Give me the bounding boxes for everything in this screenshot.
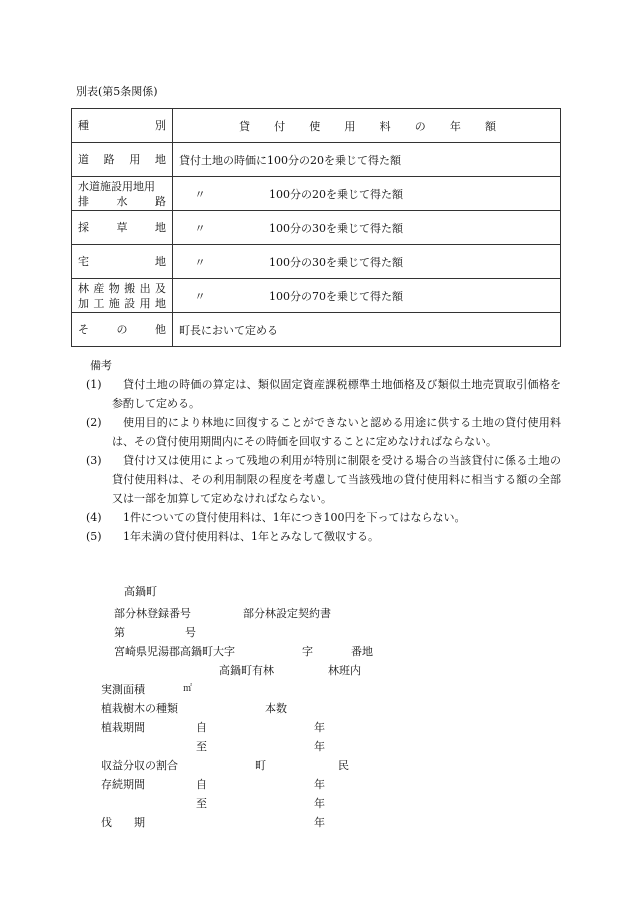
category-char: 地 xyxy=(154,296,166,310)
note-text: 使用目的により林地に回復することができないと認める用途に供する土地の貸付使用料は、その貸付使用期間内にその時価を回収することに定めなければならない。 xyxy=(112,416,561,448)
note-number: (3) xyxy=(86,454,102,467)
header-char: 貸 xyxy=(239,119,250,133)
category-char: 搬 xyxy=(124,281,136,295)
note-item xyxy=(86,527,561,546)
header-char: 料 xyxy=(379,119,391,133)
header-char: 額 xyxy=(484,119,496,133)
category-char: 宅 xyxy=(78,255,89,268)
header-char: 付 xyxy=(274,119,286,133)
form-town: 高鍋町 xyxy=(124,585,157,598)
form-planting-to: 至 xyxy=(196,740,207,753)
form-harvest-label: 伐 期 xyxy=(101,816,145,829)
note-number: (1) xyxy=(86,378,102,391)
fee-cell xyxy=(173,245,561,279)
form-planting-label: 植栽期間 xyxy=(101,721,145,734)
fee-cell xyxy=(173,211,561,245)
header-char: 種 xyxy=(78,119,89,132)
notes-section xyxy=(86,357,561,546)
category-char: 及 xyxy=(154,281,166,295)
category-char: 用 xyxy=(129,153,141,166)
fee-text: 100分の70を乗じて得た額 xyxy=(269,289,403,303)
category-char: 用 xyxy=(139,296,151,310)
note-text: 貸付け又は使用によって残地の利用が特別に制限を受ける場合の当該貸付に係る土地の貸付使用料は、その利用制限の程度を考慮して当該残地の貸付使用料に相当する額の全部又は一部を加算して定めなければならない。 xyxy=(112,454,561,505)
category-char: 路 xyxy=(155,194,166,208)
note-text: 貸付土地の時価の算定は、類似固定資産課税標準土地価格及び類似土地売買取引価格を参酌して定める。 xyxy=(112,378,561,410)
fee-text: 町長において定める xyxy=(179,323,278,337)
category-line xyxy=(78,296,166,311)
form-forest: 高鍋町有林 xyxy=(219,664,274,677)
category-char: の xyxy=(116,323,128,336)
category-char: 地 xyxy=(155,221,166,234)
note-text: 1件についての貸付使用料は、1年につき100円を下ってはならない。 xyxy=(123,511,466,524)
header-char: 年 xyxy=(449,119,461,133)
category-char: 採 xyxy=(78,221,89,234)
table-caption: 別表(第5条関係) xyxy=(76,85,158,98)
note-number: (5) xyxy=(86,530,102,543)
category-char: 排 xyxy=(78,194,89,208)
category-char: 工 xyxy=(93,296,105,310)
form-planting-to-year: 年 xyxy=(314,740,325,753)
category-cell xyxy=(72,211,173,245)
category-char: 水道施設用地用 xyxy=(78,179,155,193)
form-dai: 第 xyxy=(114,626,125,639)
fee-cell xyxy=(173,313,561,347)
fee-text: 貸付土地の時価に100分の20を乗じて得た額 xyxy=(179,153,401,167)
form-planting-from: 自 xyxy=(196,721,207,734)
form-gou: 号 xyxy=(185,626,196,639)
note-item xyxy=(86,413,561,451)
category-line xyxy=(78,152,166,167)
form-share-label: 収益分収の割合 xyxy=(101,759,178,772)
note-number: (2) xyxy=(86,416,102,429)
form-duration-from-year: 年 xyxy=(314,778,325,791)
fee-text: 100分の30を乗じて得た額 xyxy=(269,255,403,269)
category-char: 路 xyxy=(103,153,115,166)
form-share-town: 町 xyxy=(255,759,266,772)
form-reg-label: 部分林登録番号 xyxy=(114,607,191,620)
table-row xyxy=(72,177,561,211)
form-duration-to: 至 xyxy=(196,797,207,810)
fee-text: 100分の30を乗じて得た額 xyxy=(269,221,403,235)
category-char: 設 xyxy=(124,296,136,310)
table-row xyxy=(72,211,561,245)
note-item xyxy=(86,508,561,527)
table-row xyxy=(72,245,561,279)
note-item xyxy=(86,375,561,413)
form-species-label: 植栽樹木の種類 xyxy=(101,702,178,715)
form-address: 宮崎県児湯郡高鍋町大字 xyxy=(114,645,235,658)
category-char: 地 xyxy=(154,153,166,166)
form-area-label: 実測面積 xyxy=(101,683,145,696)
fee-text: 100分の20を乗じて得た額 xyxy=(269,187,403,201)
category-cell xyxy=(72,279,173,313)
notes-list xyxy=(86,375,561,546)
category-cell xyxy=(72,177,173,211)
category-char: 水 xyxy=(116,194,128,208)
category-char: 産 xyxy=(93,281,105,295)
category-char: 草 xyxy=(116,221,128,234)
header-category-text xyxy=(78,118,166,133)
category-cell xyxy=(72,313,173,347)
header-category-cell xyxy=(72,109,173,143)
form-duration-from: 自 xyxy=(196,778,207,791)
category-line xyxy=(78,322,166,337)
form-planting-from-year: 年 xyxy=(314,721,325,734)
fee-cell xyxy=(173,279,561,313)
ditto-mark: 〃 xyxy=(194,187,206,201)
category-line xyxy=(78,254,166,269)
category-line xyxy=(78,220,166,235)
form-rinpan: 林班内 xyxy=(328,664,361,677)
ditto-mark: 〃 xyxy=(194,289,206,303)
form-contract-title: 部分林設定契約書 xyxy=(243,607,331,620)
category-line xyxy=(78,179,166,194)
category-char: 地 xyxy=(155,255,166,268)
form-count-label: 本数 xyxy=(265,702,287,715)
category-char: 施 xyxy=(108,296,120,310)
header-char: 使 xyxy=(309,119,321,133)
form-banchi: 番地 xyxy=(351,645,373,658)
table-header-row xyxy=(72,109,561,143)
header-char: 用 xyxy=(344,119,356,133)
category-cell xyxy=(72,245,173,279)
table-row xyxy=(72,313,561,347)
category-char: 加 xyxy=(78,296,89,310)
category-char: 林 xyxy=(78,281,89,295)
fee-cell xyxy=(173,177,561,211)
form-duration-label: 存続期間 xyxy=(101,778,145,791)
category-cell xyxy=(72,143,173,177)
category-char: 出 xyxy=(139,281,151,295)
table-row xyxy=(72,143,561,177)
fee-table xyxy=(71,108,561,347)
header-char: 別 xyxy=(155,119,166,132)
ditto-mark: 〃 xyxy=(194,255,206,269)
form-share-people: 民 xyxy=(338,759,349,772)
notes-title: 備考 xyxy=(90,359,112,372)
header-char: の xyxy=(414,119,426,133)
header-fee-cell xyxy=(173,109,561,143)
category-char: 物 xyxy=(108,281,120,295)
category-line xyxy=(78,281,166,296)
form-harvest-year: 年 xyxy=(314,816,325,829)
category-char: そ xyxy=(78,323,89,336)
form-aza: 字 xyxy=(302,645,313,658)
category-char: 道 xyxy=(78,153,89,166)
note-item xyxy=(86,451,561,508)
note-text: 1年未満の貸付使用料は、1年とみなして徴収する。 xyxy=(123,530,379,543)
table-row xyxy=(72,279,561,313)
fee-cell xyxy=(173,143,561,177)
ditto-mark: 〃 xyxy=(194,221,206,235)
category-char: 他 xyxy=(155,323,166,336)
category-line xyxy=(78,194,166,209)
form-duration-to-year: 年 xyxy=(314,797,325,810)
form-area-unit: ㎡ xyxy=(183,684,193,694)
header-fee-text xyxy=(179,118,554,134)
note-number: (4) xyxy=(86,511,102,524)
